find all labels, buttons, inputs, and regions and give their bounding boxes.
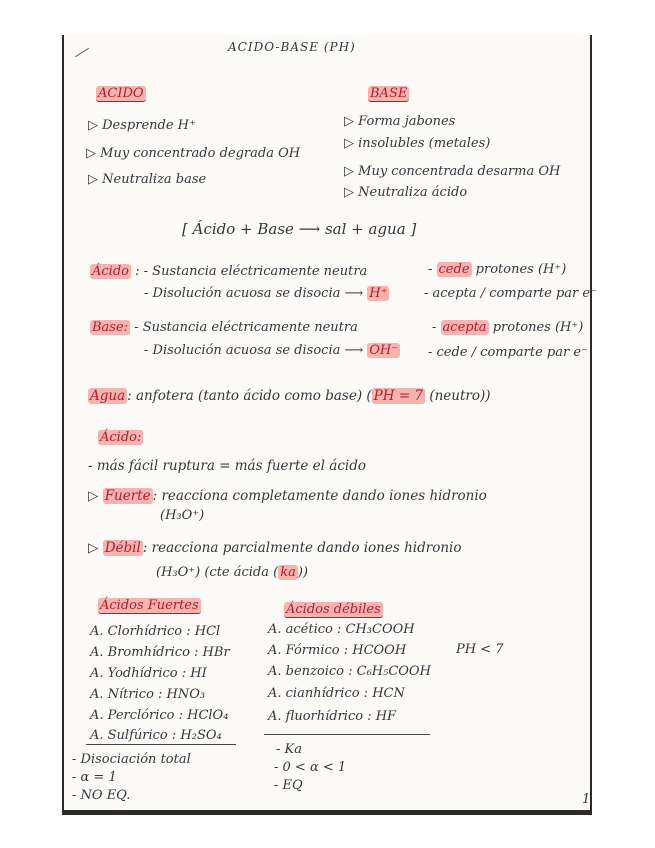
weak-acid-item: A. benzoico : C₆H₅COOH — [268, 664, 431, 679]
ph-note: PH < 7 — [456, 642, 504, 657]
acid-prop-2: ▷ Muy concentrado degrada OH — [86, 146, 301, 161]
strong-note: - Disociación total — [72, 752, 191, 767]
acid-def-right1: - cede protones (H⁺) — [428, 262, 567, 277]
acid-def-line1: Ácido : - Sustancia eléctricamente neutra — [92, 264, 368, 279]
neutralization-equation: [ Ácido + Base ⟶ sal + agua ] — [182, 220, 417, 238]
weak-acid-item: A. Fórmico : HCOOH — [268, 643, 407, 658]
ph-7: PH = 7 — [373, 388, 424, 404]
weak-acid-item: A. fluorhídrico : HF — [268, 709, 397, 724]
acido-section-label: Ácido: — [100, 430, 142, 445]
base-prop-2: ▷ insolubles (metales) — [344, 136, 491, 151]
acid-def-label: Ácido — [92, 264, 129, 279]
strong-acid-item: A. Yodhídrico : HI — [90, 666, 207, 681]
debil-sub: (H₃O⁺) (cte ácida ( ka )) — [156, 565, 309, 580]
base-prop-3: ▷ Muy concentrada desarma OH — [344, 164, 561, 179]
ruptura-line: - más fácil ruptura = más fuerte el ácido — [88, 458, 366, 474]
page-title: ACIDO-BASE (PH) — [228, 40, 356, 54]
base-prop-4: ▷ Neutraliza ácido — [344, 185, 468, 200]
acid-prop-3: ▷ Neutraliza base — [88, 172, 207, 187]
strong-acid-item: A. Bromhídrico : HBr — [90, 645, 230, 660]
base-def-label: Base: — [92, 320, 129, 335]
strong-acid-item: A. Sulfúrico : H₂SO₄ — [90, 728, 222, 743]
fuerte-label: Fuerte — [104, 488, 151, 504]
base-def-line2: - Disolución acuosa se disocia ⟶ OH⁻ — [144, 343, 399, 358]
base-prop-1: ▷ Forma jabones — [344, 114, 456, 129]
base-def-line1: Base: - Sustancia eléctricamente neutra — [92, 320, 358, 335]
base-def-right2: - cede / comparte par e⁻ — [428, 345, 588, 360]
fuerte-line: ▷ Fuerte : reacciona completamente dando iones hidronio — [88, 488, 487, 504]
agua-line: Agua : anfotera (tanto ácido como base) ( PH = 7 (neutro)) — [90, 388, 491, 404]
weak-note: - Ka — [276, 742, 302, 757]
weak-note: - 0 < α < 1 — [274, 760, 347, 775]
acid-heading: ACIDO — [98, 86, 144, 101]
acid-ion: H⁺ — [369, 286, 388, 301]
acid-prop-1: ▷ Desprende H⁺ — [88, 118, 196, 133]
weak-acids-heading: Ácidos débiles — [286, 602, 381, 617]
weak-note: - EQ — [274, 778, 303, 793]
weak-acid-item: A. cianhídrico : HCN — [268, 686, 405, 701]
strong-acid-item: A. Perclórico : HClO₄ — [90, 708, 229, 723]
base-heading: BASE — [370, 86, 408, 101]
acid-def-line2: - Disolución acuosa se disocia ⟶ H⁺ — [144, 286, 388, 301]
fuerte-sub: (H₃O⁺) — [160, 508, 205, 523]
debil-label: Débil — [104, 540, 141, 556]
strong-acid-item: A. Clorhídrico : HCl — [90, 624, 221, 639]
agua-label: Agua — [90, 388, 126, 404]
strong-note: - α = 1 — [72, 770, 117, 785]
weak-acid-item: A. acético : CH₃COOH — [268, 622, 415, 637]
acid-def-right2: - acepta / comparte par e⁻ — [424, 286, 597, 301]
strong-divider — [86, 744, 236, 745]
page-bottom-edge — [62, 810, 592, 815]
base-ion: OH⁻ — [369, 343, 399, 358]
weak-divider — [264, 734, 430, 735]
base-def-right1: - acepta protones (H⁺) — [432, 320, 584, 335]
strong-note: - NO EQ. — [72, 788, 131, 803]
debil-line: ▷ Débil : reacciona parcialmente dando iones hidronio — [88, 540, 462, 556]
strong-acid-item: A. Nítrico : HNO₃ — [90, 687, 206, 702]
ka-label: ka — [280, 565, 296, 580]
strong-acids-heading: Ácidos Fuertes — [100, 598, 199, 613]
page-number: 1 — [582, 792, 591, 807]
